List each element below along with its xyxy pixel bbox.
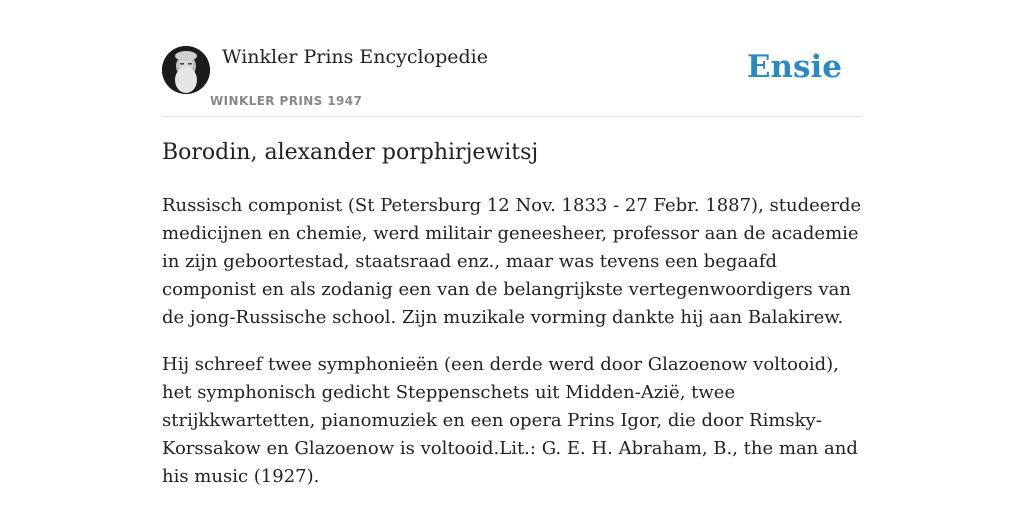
source-subtitle: WINKLER PRINS 1947: [210, 94, 363, 108]
bearded-man-portrait-icon: [162, 46, 210, 94]
article-title: Borodin, alexander porphirjewitsj: [162, 140, 539, 165]
article-paragraph: Hij schreef twee symphonieën (een derde werd door Glazoenow voltooid), het symphonisch gedicht Steppenschets uit Midden-Azië, twee strijkkwartetten, pianomuziek en een opera Prins Igor, die door Rimsky-Korssakow en Glazoenow is voltooid.Lit.: G. E. H. Abraham, B., the man and his music (1927).: [162, 354, 858, 487]
source-header: [162, 46, 862, 117]
article-paragraph: Russisch componist (St Petersburg 12 Nov. 1833 - 27 Febr. 1887), studeerde medicijnen en chemie, werd militair geneesheer, professor aan de academie in zijn geboortestad, staatsraad enz., maar was tevens een begaafd componist en als zodanig een van de belangrijkste vertegenwoordigers van de jong-Russische school. Zijn muzikale vorming dankte hij aan Balakirew.: [162, 195, 862, 328]
source-avatar[interactable]: [162, 46, 210, 94]
brand-logo[interactable]: Ensie: [746, 49, 842, 85]
source-title[interactable]: Winkler Prins Encyclopedie: [222, 46, 488, 68]
